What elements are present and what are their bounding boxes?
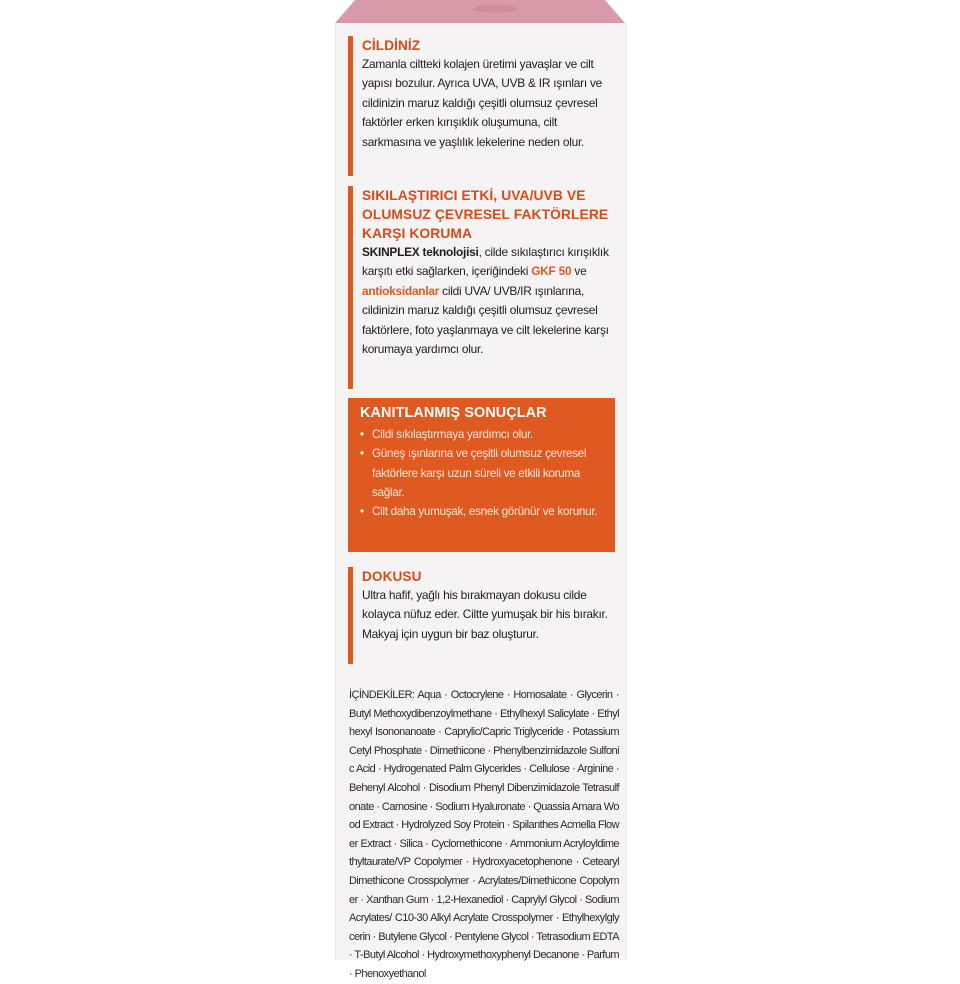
gkf-label: GKF 50 <box>531 264 572 279</box>
section-body: Zamanla ciltteki kolajen üretimi yavaşlar ve cilt yapısı bozulur. Ayrıca UVA, UVB & IR ışınları ve cildinizin maruz kaldığı çeşitli olumsuz çevresel faktörler erken kırışıklık oluşumuna, cilt sarkmasına ve yaşlılık lekelerine neden olur. <box>362 57 603 149</box>
results-list <box>360 425 615 521</box>
ingredients-list: İÇİNDEKİLER: Aqua · Octocrylene · Homosalate · Glycerin · Butyl Methoxydibenzoylmethane · Ethylhexyl Salicylate · Ethylhexyl Isononanoate · Caprylic/Capric Triglyceride · Potassium Cetyl Phosphate · Dimethicone · Phenylbenzimidazole Sulfonic Acid · Hydrogenated Palm Glycerides · Cellulose · Arginine · Behenyl Alcohol · Disodium Phenyl Dibenzimidazole Tetrasulfonate · Carnosine · Sodium Hyaluronate · Quassia Amara Wood Extract · Hydrolyzed Soy Protein · Spilanthes Acmella Flower Extract · Silica · Cyclomethicone · Ammonium Acryloyldimethyltaurate/VP Copolymer · Hydroxyacetophenone · Cetearyl Dimethicone Crosspolymer · Acrylates/Dimethicone Copolymer · Xanthan Gum · 1,2-Hexanediol · Caprylyl Glycol · Sodium Acrylates/ C10-30 Alkyl Acrylate Crosspolymer · Ethylhexylglycerin · Butylene Glycol · Pentylene Glycol · Tetrasodium EDTA · T-Butyl Alcohol · Hydroxymethoxyphenyl Decanone · Parfum · Phenoxyethanol <box>349 689 619 980</box>
list-item: • Güneş ışınlarına ve çeşitli olumsuz çevresel faktörlere karşı uzun süreli ve etkili koruma sağlar. <box>360 444 615 502</box>
accent-bar <box>348 36 353 176</box>
package-side-panel <box>335 23 627 980</box>
accent-bar <box>348 567 353 664</box>
section-title: KANITLANMIŞ SONUÇLAR <box>360 405 547 421</box>
accent-bar <box>348 186 353 389</box>
section-texture <box>348 567 618 664</box>
section-protection <box>348 186 618 389</box>
proven-results-box <box>348 398 615 552</box>
section-title: DOKUSU <box>362 569 422 584</box>
section-title: SIKILAŞTIRICI ETKİ, UVA/UVB VE OLUMSUZ ÇEVRESEL FAKTÖRLERE KARŞI KORUMA <box>362 188 609 241</box>
section-title: CİLDİNİZ <box>362 38 421 53</box>
body-text: ve <box>571 264 587 279</box>
antioxidants-label: antioksidanlar <box>362 283 440 298</box>
section-body <box>362 243 618 359</box>
list-item: • Cilt daha yumuşak, esnek görünür ve korunur. <box>360 502 615 521</box>
section-cildiniz <box>348 36 618 176</box>
list-item: • Cildi sıkılaştırmaya yardımcı olur. <box>360 425 615 444</box>
body-text: cildi UVA/ UVB/IR ışınlarına, cildinizin maruz kaldığı çeşitli olumsuz çevresel faktörlere, foto yaşlanmaya ve cilt lekelerine karşı korumaya yardımcı olur. <box>362 283 609 357</box>
section-body: Ultra hafif, yağlı his bırakmayan dokusu cilde kolayca nüfuz eder. Ciltte yumuşak bir his bırakır. Makyaj için uygun bir baz oluşturur. <box>362 588 608 641</box>
box-cap <box>335 0 625 23</box>
body-text: , cilde sıkılaştırıcı kırışıklık karşıtı etki sağlarken, içeriğindeki <box>362 245 609 279</box>
skinplex-label: SKINPLEX teknolojisi <box>362 245 479 259</box>
